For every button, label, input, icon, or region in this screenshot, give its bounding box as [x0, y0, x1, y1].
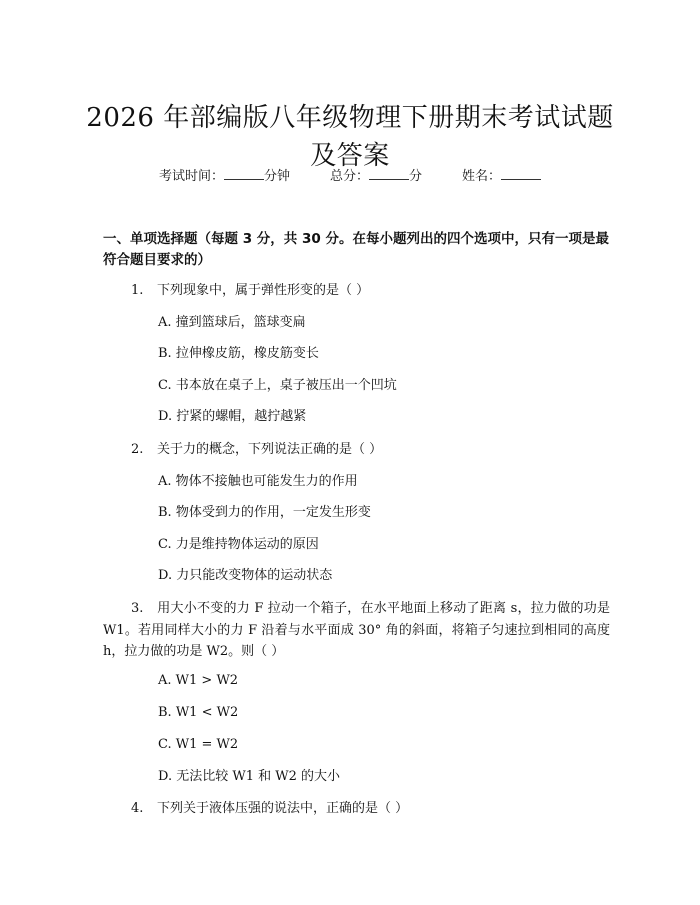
option-1d: D. 拧紧的螺帽，越拧越紧 [158, 409, 307, 424]
option-2b: B. 物体受到力的作用，一定发生形变 [158, 505, 371, 520]
option-3a: A. W1 > W2 [158, 673, 239, 688]
question-3 [103, 598, 610, 663]
question-stem: 用大小不变的力 F 拉动一个箱子，在水平地面上移动了距离 s，拉力做的功是 W1。若用同样大小的力 F 沿着与水平面成 30° 角的斜面，将箱子匀速拉到相同的高度 h，拉力做的功是 W2。则（ ） [103, 601, 610, 659]
question-stem: 关于力的概念，下列说法正确的是（ ） [157, 442, 383, 457]
question-number: 2. [131, 442, 144, 457]
time-label: 考试时间： [158, 169, 224, 184]
option-3c: C. W1 = W2 [158, 737, 239, 752]
section-heading: 一、单项选择题（每题 3 分，共 30 分。在每小题列出的四个选项中，只有一项是最符合题目要求的） [103, 231, 609, 268]
question-1 [131, 281, 369, 301]
exam-info-line [0, 166, 700, 187]
name-blank [501, 166, 541, 180]
option-3b: B. W1 < W2 [158, 705, 239, 720]
option-2d: D. 力只能改变物体的运动状态 [158, 568, 333, 583]
time-blank [224, 166, 264, 180]
option-3d: D. 无法比较 W1 和 W2 的大小 [158, 769, 341, 784]
option-2a: A. 物体不接触也可能发生力的作用 [158, 474, 358, 489]
question-number: 3. [131, 601, 144, 616]
option-2c: C. 力是维持物体运动的原因 [158, 537, 319, 552]
option-1a: A. 撞到篮球后，篮球变扁 [158, 315, 306, 330]
question-number: 4. [131, 801, 144, 816]
question-number: 1. [131, 283, 144, 298]
document-title: 2026 年部编版八年级物理下册期末考试试题及答案 [86, 103, 614, 172]
question-stem: 下列关于液体压强的说法中，正确的是（ ） [157, 801, 409, 816]
score-blank [369, 166, 409, 180]
score-label: 总分： [329, 169, 369, 184]
question-4 [131, 799, 408, 819]
option-1c: C. 书本放在桌子上，桌子被压出一个凹坑 [158, 378, 397, 393]
option-1b: B. 拉伸橡皮筋，橡皮筋变长 [158, 346, 319, 361]
score-unit: 分 [409, 169, 423, 184]
question-stem: 下列现象中，属于弹性形变的是（ ） [157, 283, 370, 298]
name-label: 姓名： [462, 169, 502, 184]
question-2 [131, 440, 382, 460]
time-unit: 分钟 [263, 169, 290, 184]
